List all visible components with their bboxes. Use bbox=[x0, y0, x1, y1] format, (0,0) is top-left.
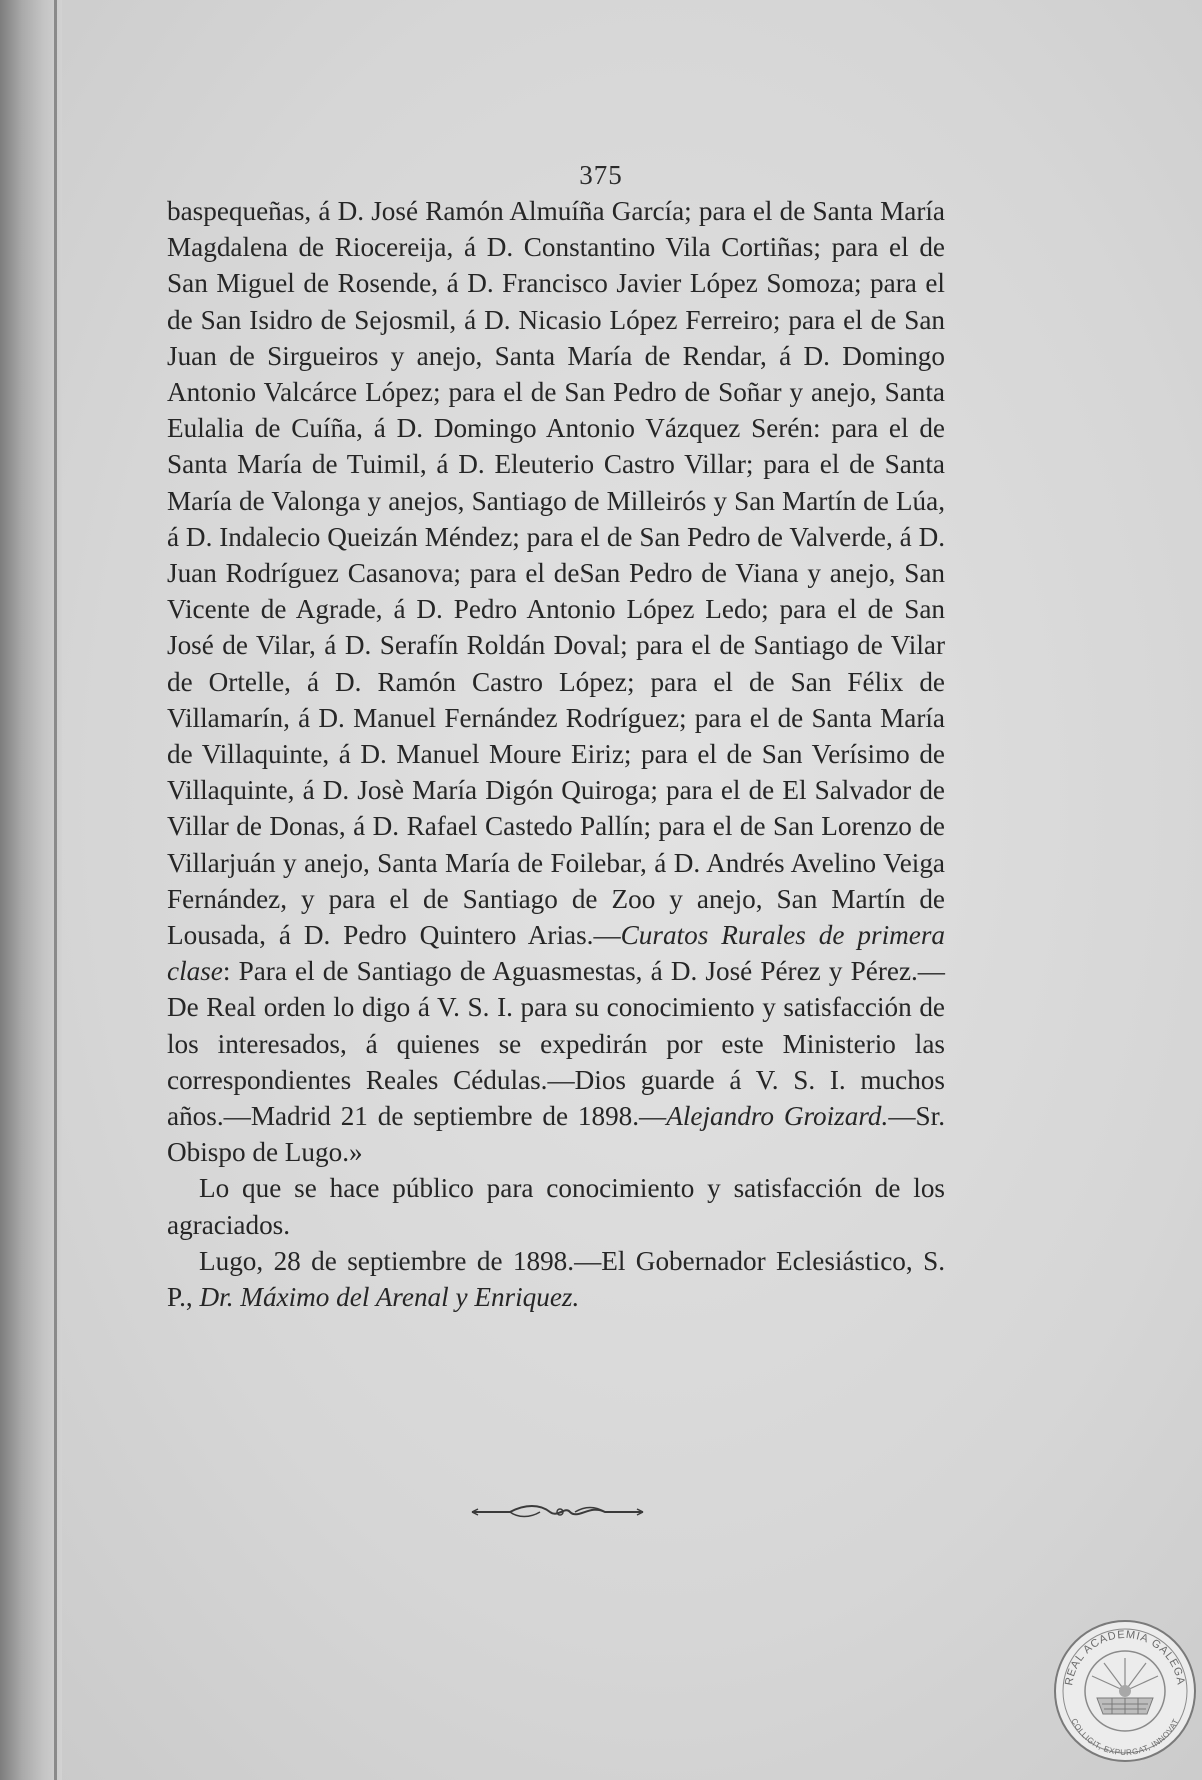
signature-arenal: Dr. Máximo del Arenal y Enriquez. bbox=[199, 1282, 580, 1313]
decree-text-part-2: : Para el de Santiago de Aguasmestas, á D. José Pérez y Pérez.—De Real orden lo digo á V. S. I. para su conocimiento y satisfacción de los interesados, á quienes se expedirán por este Ministerio las correspondientes Reales Cédulas.—Dios guarde á V. S. I. muchos años.—Madrid 21 de septiembre de 1898.— bbox=[167, 956, 945, 1132]
page-number: 375 bbox=[579, 160, 623, 190]
academy-seal-icon bbox=[1052, 1618, 1198, 1764]
decree-text-part-1: baspequeñas, á D. José Ramón Almuíña García; para el de Santa María Magdalena de Riocereija, á D. Constantino Vila Cortiñas; para el de San Miguel de Rosende, á D. Francisco Javier López Somoza; para el de San Isidro de Sejosmil, á D. Nicasio López Ferreiro; para el de San Juan de Sirgueiros y anejo, Santa María de Rendar, á D. Domingo Antonio Valcárce López; para el de San Pedro de Soñar y anejo, Santa Eulalia de Cuíña, á D. Domingo Antonio Vázquez Serén: para el de Santa María de Tuimil, á D. Eleuterio Castro Villar; para el de Santa María de Valonga y anejos, Santiago de Milleirós y San Martín de Lúa, á D. Indalecio Queizán Méndez; para el de San Pedro de Valverde, á D. Juan Rodríguez Casanova; para el deSan Pedro de Viana y anejo, San Vicente de Agrade, á D. Pedro Antonio López Ledo; para el de San José de Vilar, á D. Serafín Roldán Doval; para el de Santiago de Vilar de Ortelle, á D. Ramón Castro López; para el de San Félix de Villamarín, á D. Manuel Fernández Rodríguez; para el de Santa María de Villaquinte, á D. Manuel Moure Eiriz; para el de San Verísimo de Villaquinte, á D. Josè María Digón Quiroga; para el de El Salvador de Villar de Donas, á D. Rafael Castedo Pallín; para el de San Lorenzo de Villarjuán y anejo, Santa María de Foilebar, á D. Andrés Avelino Veiga Fernández, y para el de Santiago de Zoo y anejo, San Martín de Lousada, á D. Pedro Quintero Arias.— bbox=[167, 196, 945, 951]
ornament-divider-icon bbox=[470, 1500, 645, 1524]
paragraph-signoff bbox=[167, 1243, 945, 1315]
seal-top-text: REAL ACADEMIA GALEGA bbox=[1063, 1628, 1187, 1687]
book-gutter-line bbox=[54, 0, 57, 1780]
publication-text: Lo que se hace público para conocimiento y satisfacción de los agraciados. bbox=[167, 1173, 945, 1240]
decree-heading-curatos-rurales: Curatos Rurales de primera clase bbox=[167, 920, 946, 987]
paragraph-publication bbox=[167, 1170, 945, 1242]
book-spine-shadow bbox=[0, 0, 62, 1780]
signature-groizard: Alejandro Groizard. bbox=[666, 1101, 889, 1132]
seal-bottom-text: COLLIGIT, EXPURGAT, INNOVAT bbox=[1069, 1717, 1181, 1758]
paragraph-decree bbox=[167, 193, 945, 1170]
body-text bbox=[167, 193, 945, 1315]
decree-closing: —Sr. Obispo de Lugo.» bbox=[167, 1101, 945, 1168]
signoff-text: Lugo, 28 de septiembre de 1898.—El Gobernador Eclesiástico, S. P., bbox=[167, 1245, 945, 1313]
